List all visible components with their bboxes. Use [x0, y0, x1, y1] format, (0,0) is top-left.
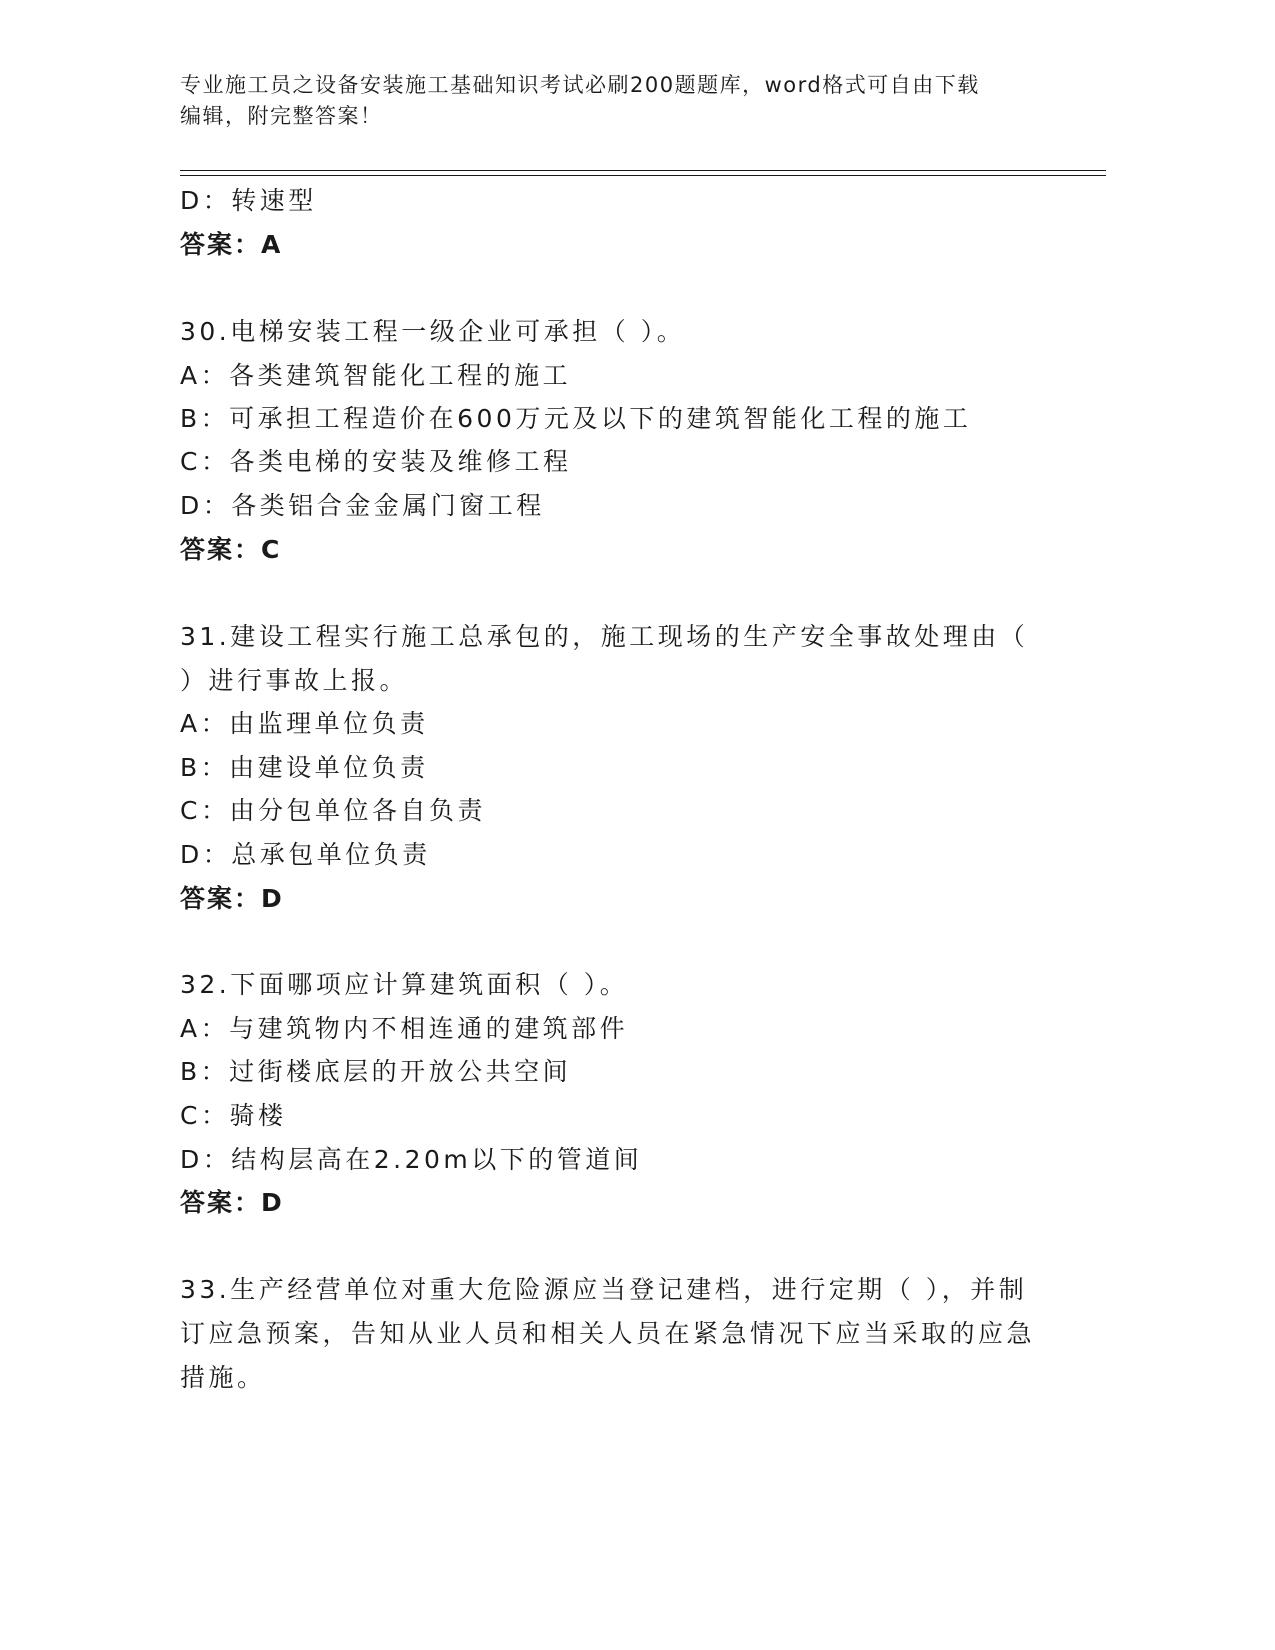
- option-a: A：各类建筑智能化工程的施工: [180, 361, 572, 390]
- option-b: B：由建设单位负责: [180, 753, 429, 782]
- option-d: D：转速型: [180, 186, 317, 215]
- document-header: [180, 70, 1060, 132]
- option-b: B：过街楼底层的开放公共空间: [180, 1057, 572, 1086]
- option-c: C：由分包单位各自负责: [180, 796, 486, 825]
- header-rule-bottom: [180, 175, 1106, 176]
- answer-line: 答案：D: [180, 884, 284, 913]
- option-a: A：与建筑物内不相连通的建筑部件: [180, 1014, 629, 1043]
- option-a: A：由监理单位负责: [180, 709, 429, 738]
- header-line-1: 专业施工员之设备安装施工基础知识考试必刷200题题库，word格式可自由下载: [180, 73, 980, 97]
- question-stem: 33.生产经营单位对重大危险源应当登记建档，进行定期（ ），并制: [180, 1275, 1028, 1304]
- header-rule-top: [180, 170, 1106, 171]
- question-stem: 32.下面哪项应计算建筑面积（ ）。: [180, 970, 629, 999]
- question-stem-continued: 措施。: [180, 1363, 266, 1392]
- option-c: C：骑楼: [180, 1101, 287, 1130]
- option-d: D：各类铝合金金属门窗工程: [180, 491, 545, 520]
- answer-line: 答案：D: [180, 1188, 284, 1217]
- option-c: C：各类电梯的安装及维修工程: [180, 447, 572, 476]
- answer-line: 答案：A: [180, 230, 283, 259]
- answer-line: 答案：C: [180, 535, 282, 564]
- question-stem-continued: ）进行事故上报。: [180, 666, 409, 695]
- header-line-2: 编辑，附完整答案！: [180, 104, 383, 128]
- question-stem-continued: 订应急预案，告知从业人员和相关人员在紧急情况下应当采取的应急: [180, 1319, 1036, 1348]
- option-d: D：结构层高在2.20m以下的管道间: [180, 1145, 643, 1174]
- question-stem: 31.建设工程实行施工总承包的，施工现场的生产安全事故处理由（: [180, 622, 1029, 651]
- option-d: D：总承包单位负责: [180, 840, 431, 869]
- option-b: B：可承担工程造价在600万元及以下的建筑智能化工程的施工: [180, 404, 972, 433]
- question-stem: 30.电梯安装工程一级企业可承担（ ）。: [180, 317, 686, 346]
